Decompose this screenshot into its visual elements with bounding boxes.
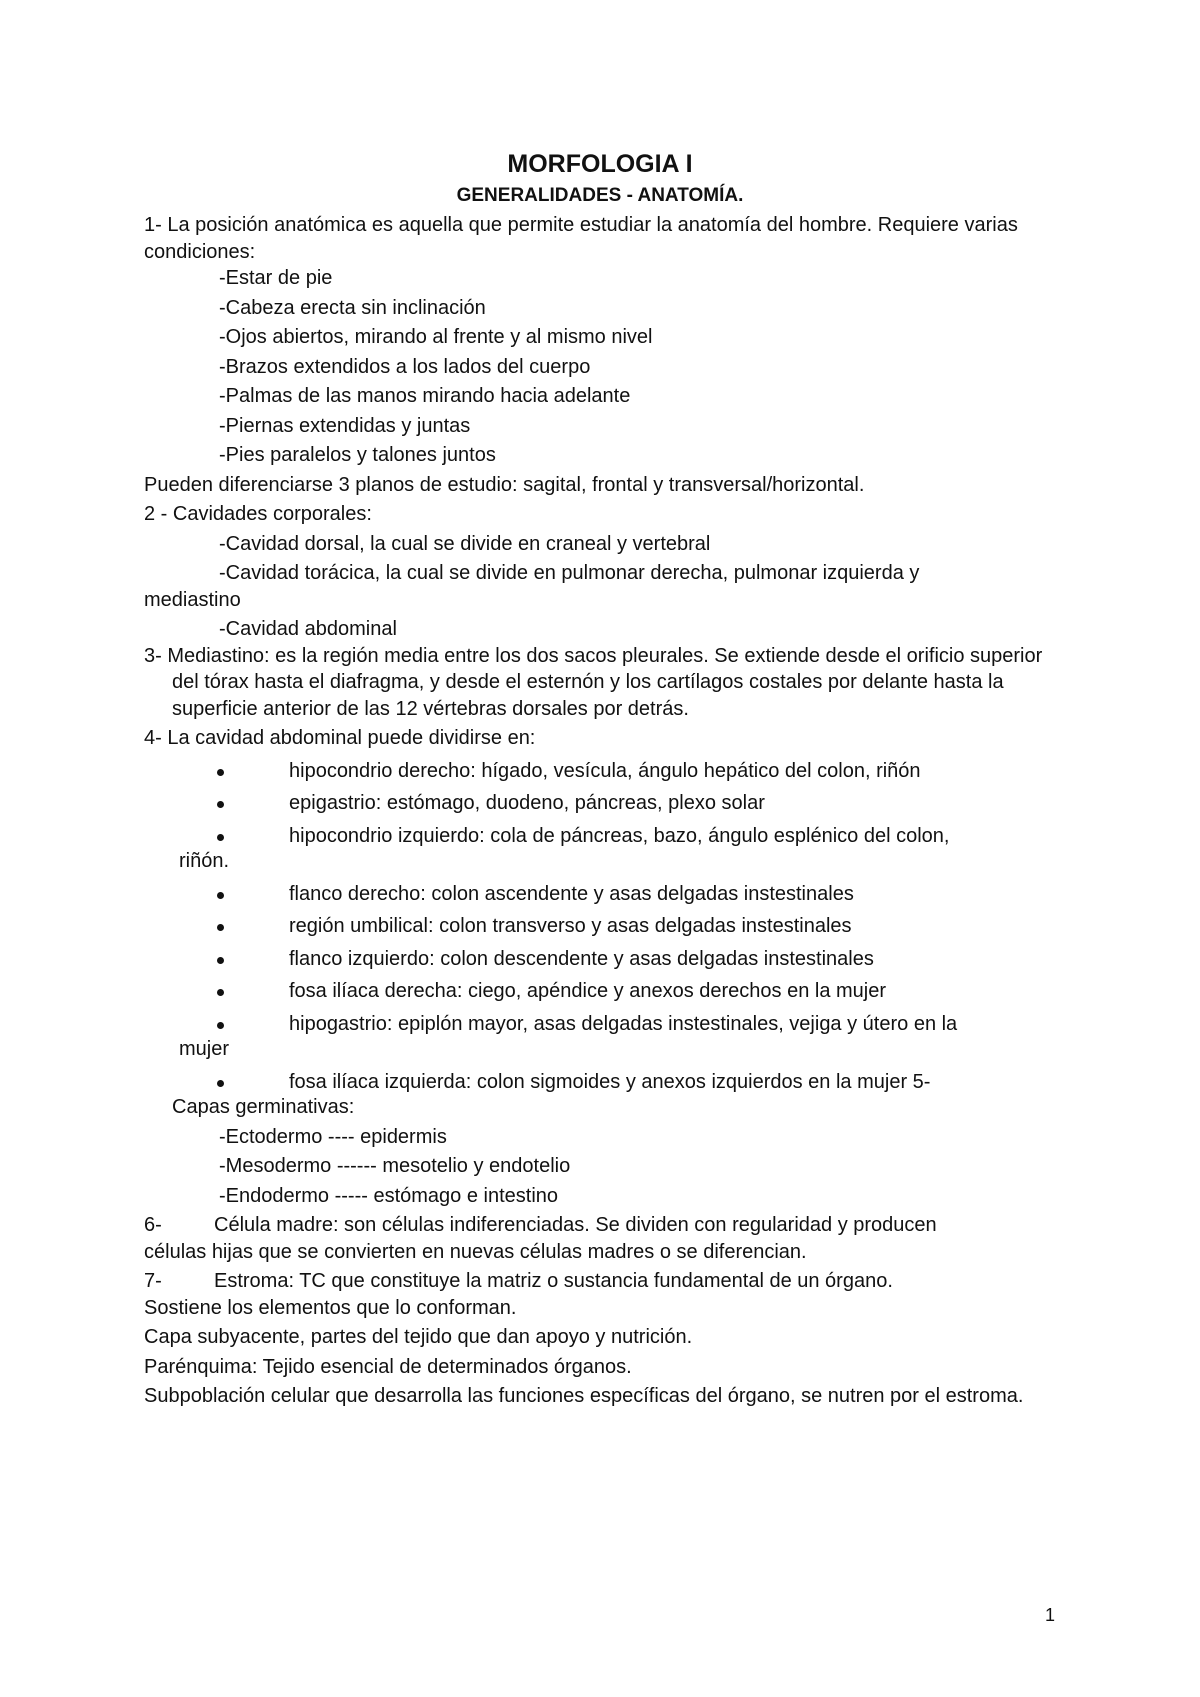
bullet-dot-icon <box>217 989 224 996</box>
parenchyma-definition: Parénquima: Tejido esencial de determinados órganos. <box>144 1355 632 1378</box>
cavity-item: -Cavidad torácica, la cual se divide en pulmonar derecha, pulmonar izquierda y <box>219 562 920 584</box>
region-text: epigastrio: estómago, duodeno, páncreas, plexo solar <box>289 792 765 814</box>
bullet-dot-icon <box>217 1080 224 1087</box>
cavity-item-continuation: mediastino <box>144 588 241 611</box>
parenchyma-description: Subpoblación celular que desarrolla las funciones específicas del órgano, se nutren por el estroma. <box>144 1385 1024 1407</box>
condition-item: -Estar de pie <box>219 267 333 289</box>
region-text: flanco derecho: colon ascendente y asas delgadas instestinales <box>289 882 854 905</box>
region-list-item <box>144 758 1064 785</box>
condition-item: -Piernas extendidas y juntas <box>219 414 471 437</box>
condition-item: -Cabeza erecta sin inclinación <box>219 296 486 319</box>
section4-heading: 4- La cavidad abdominal puede dividirse en: <box>144 727 536 749</box>
condition-item: -Ojos abiertos, mirando al frente y al mismo nivel <box>219 326 653 348</box>
section7-number: 7- <box>144 1270 162 1292</box>
germ-layer-item: -Mesodermo ------ mesotelio y endotelio <box>219 1155 571 1177</box>
stroma-description: Capa subyacente, partes del tejido que dan apoyo y nutrición. <box>144 1326 693 1348</box>
section6-text-continuation: células hijas que se convierten en nuevas células madres o se diferencian. <box>144 1240 807 1263</box>
section6-number: 6- <box>144 1214 162 1236</box>
region-list-item <box>144 823 1064 875</box>
section2-heading: 2 - Cavidades corporales: <box>144 503 372 525</box>
section1-intro: 1- La posición anatómica es aquella que permite estudiar la anatomía del hombre. Requiere varias condiciones: <box>144 214 1018 263</box>
section6-line <box>144 1212 1064 1239</box>
region-text: región umbilical: colon transverso y asas delgadas instestinales <box>289 915 852 937</box>
document-title: MORFOLOGIA I <box>507 150 693 178</box>
section7-text: Estroma: TC que constituye la matriz o sustancia fundamental de un órgano. <box>214 1270 893 1292</box>
germ-layer-item: -Endodermo ----- estómago e intestino <box>219 1184 559 1207</box>
document-body <box>144 212 1064 1410</box>
region-text-continuation: riñón. <box>179 850 230 872</box>
region-list-item <box>144 913 1064 940</box>
bullet-dot-icon <box>217 834 224 841</box>
region-text: flanco izquierdo: colon descendente y asas delgadas instestinales <box>289 947 874 970</box>
region-text: fosa ilíaca izquierda: colon sigmoides y anexos izquierdos en la mujer 5- <box>289 1070 931 1093</box>
section6-text: Célula madre: son células indiferenciadas. Se dividen con regularidad y producen <box>214 1214 937 1236</box>
condition-item: -Palmas de las manos mirando hacia adelante <box>219 385 631 407</box>
planes-text: Pueden diferenciarse 3 planos de estudio: sagital, frontal y transversal/horizontal. <box>144 473 865 496</box>
condition-item: -Pies paralelos y talones juntos <box>219 444 496 466</box>
section5-heading: Capas germinativas: <box>172 1096 355 1118</box>
bullet-dot-icon <box>217 1022 224 1029</box>
region-list-item <box>144 1069 1064 1121</box>
condition-item: -Brazos extendidos a los lados del cuerpo <box>219 355 591 378</box>
cavity-item: -Cavidad abdominal <box>219 618 397 640</box>
region-list-item <box>144 881 1064 908</box>
document-subtitle: GENERALIDADES - ANATOMÍA. <box>456 185 744 206</box>
bullet-dot-icon <box>217 924 224 931</box>
bullet-dot-icon <box>217 801 224 808</box>
section3-text: 3- Mediastino: es la región media entre los dos sacos pleurales. Se extiende desde el orificio superior del tórax hasta el diafragma, y desde el esternón y los cartílagos costales por delante hasta la superficie anterior de las 12 vértebras dorsales por detrás. <box>144 644 1043 720</box>
bullet-dot-icon <box>217 892 224 899</box>
region-text: fosa ilíaca derecha: ciego, apéndice y anexos derechos en la mujer <box>289 980 887 1002</box>
region-list-item <box>144 978 1064 1005</box>
bullet-dot-icon <box>217 957 224 964</box>
region-text: hipogastrio: epiplón mayor, asas delgadas instestinales, vejiga y útero en la <box>289 1012 958 1035</box>
region-text-continuation: mujer <box>179 1038 230 1060</box>
region-text: hipocondrio izquierdo: cola de páncreas, bazo, ángulo esplénico del colon, <box>289 824 950 847</box>
section7-line <box>144 1268 1064 1295</box>
region-text: hipocondrio derecho: hígado, vesícula, ángulo hepático del colon, riñón <box>289 759 921 782</box>
region-list-item <box>144 790 1064 817</box>
germ-layer-item: -Ectodermo ---- epidermis <box>219 1125 447 1148</box>
section7-text-continuation: Sostiene los elementos que lo conforman. <box>144 1296 517 1319</box>
cavity-item: -Cavidad dorsal, la cual se divide en craneal y vertebral <box>219 532 711 555</box>
bullet-dot-icon <box>217 769 224 776</box>
region-list-item <box>144 1011 1064 1063</box>
region-list-item <box>144 946 1064 973</box>
page-number: 1 <box>1045 1605 1056 1625</box>
